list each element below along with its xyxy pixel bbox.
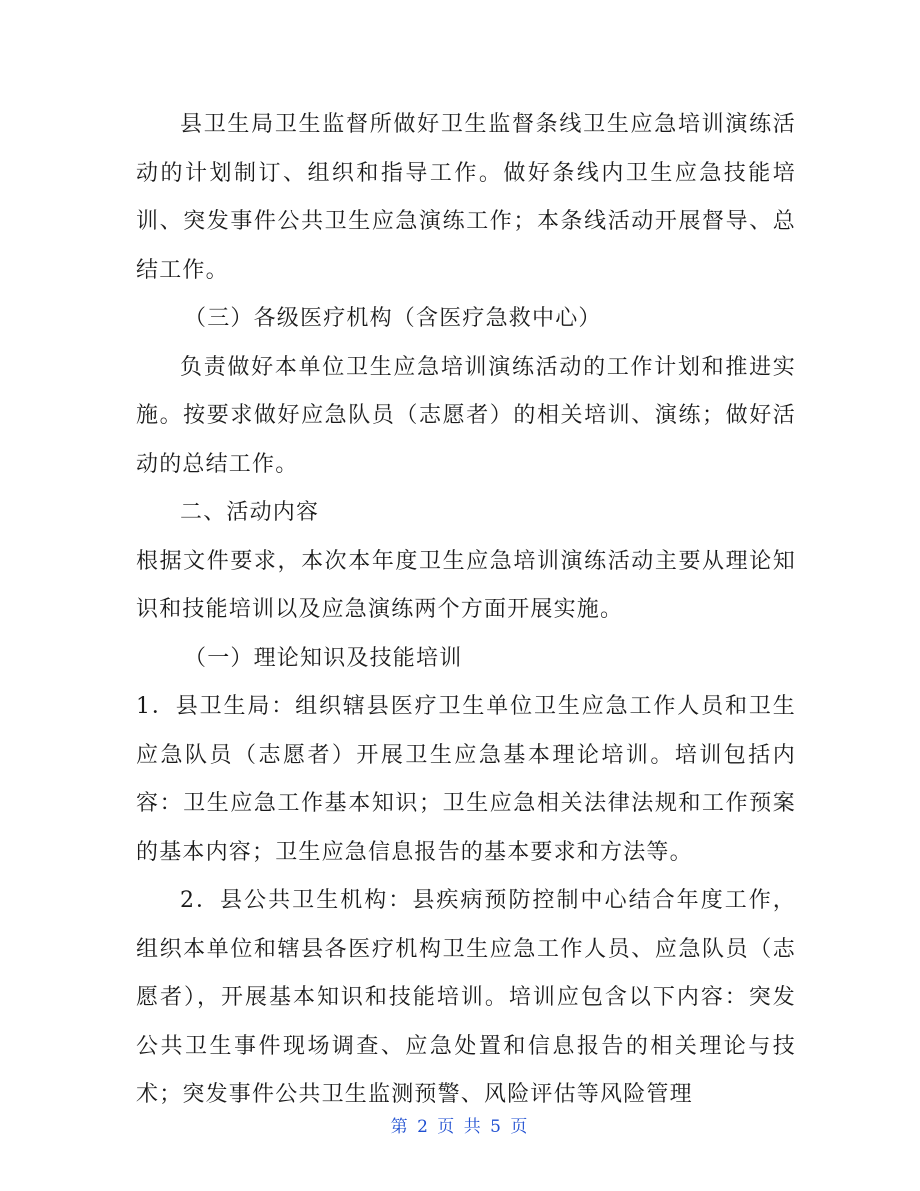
- page-number-footer: 第 2 页 共 5 页: [390, 1117, 530, 1137]
- paragraph-county-health-bureau: 1．县卫生局：组织辖县医疗卫生单位卫生应急工作人员和卫生应急队员（志愿者）开展卫生应急基本理论培训。培训包括内容：卫生应急工作基本知识；卫生应急相关法律法规和工作预案的基本内容；卫生应急信息报告的基本要求和方法等。: [136, 694, 796, 865]
- heading-theory-training: （一）理论知识及技能培训: [184, 645, 463, 671]
- document-body: [136, 101, 796, 1120]
- heading-activity-content: 二、活动内容: [180, 500, 320, 525]
- heading-medical-institutions: （三）各级医疗机构（含医疗急救中心）: [184, 306, 602, 331]
- paragraph-public-health-institutions: 2．县公共卫生机构：县疾病预防控制中心结合年度工作，组织本单位和辖县各医疗机构卫生应急工作人员、应急队员（志愿者），开展基本知识和技能培训。培训应包含以下内容：突发公共卫生事件现场调查、应急处置和信息报告的相关理论与技术；突发事件公共卫生监测预警、风险评估等风险管理: [136, 888, 796, 1107]
- paragraph-activity-intro: 根据文件要求，本次本年度卫生应急培训演练活动主要从理论知识和技能培训以及应急演练两个方面开展实施。: [136, 548, 796, 622]
- paragraph-health-supervision: 县卫生局卫生监督所做好卫生监督条线卫生应急培训演练活动的计划制订、组织和指导工作。做好条线内卫生应急技能培训、突发事件公共卫生应急演练工作；本条线活动开展督导、总结工作。: [136, 112, 796, 283]
- paragraph-medical-responsibility: 负责做好本单位卫生应急培训演练活动的工作计划和推进实施。按要求做好应急队员（志愿者）的相关培训、演练；做好活动的总结工作。: [136, 354, 796, 477]
